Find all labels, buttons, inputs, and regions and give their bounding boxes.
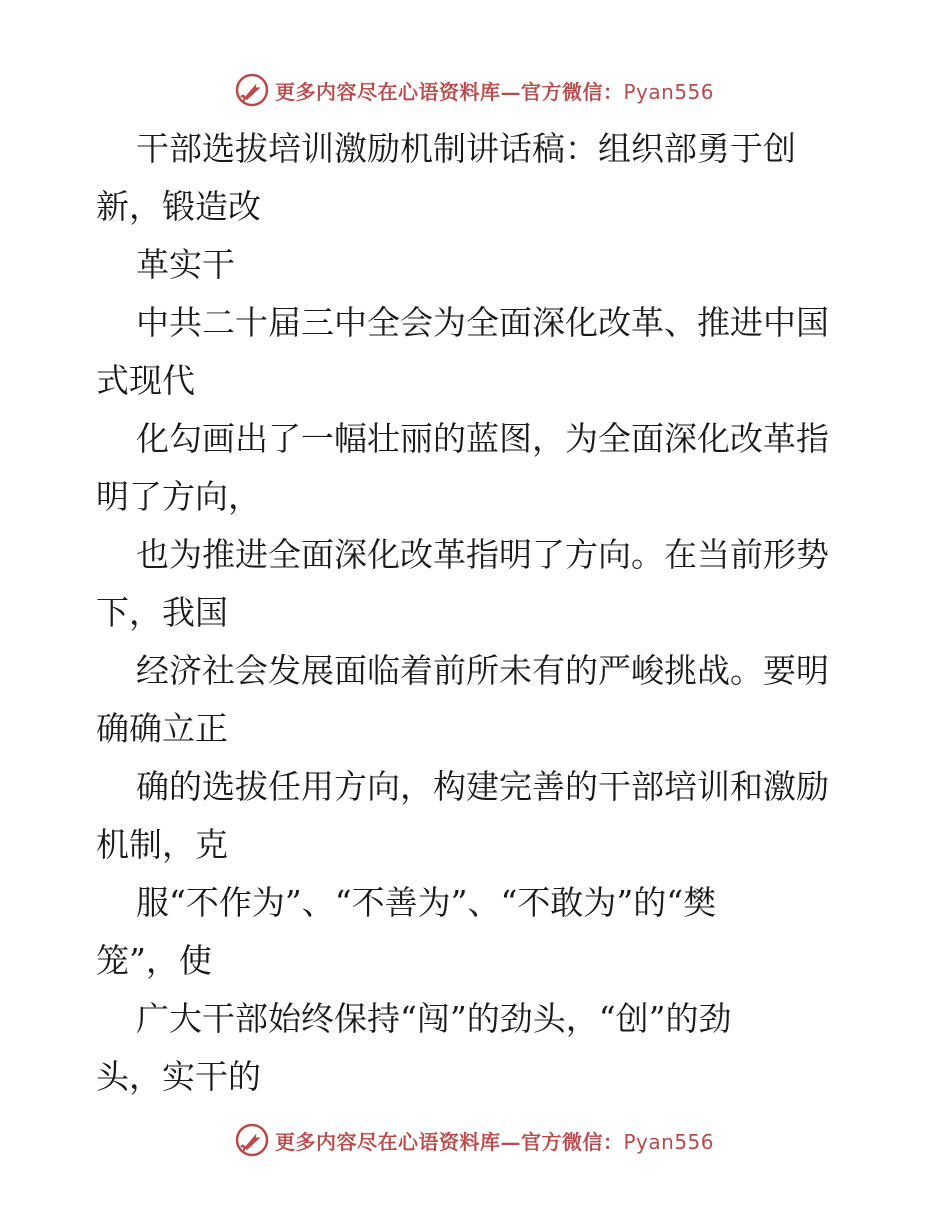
text-line: 式现代 — [96, 361, 195, 400]
watermark-text — [275, 76, 714, 105]
watermark-text-cn: 更多内容尽在心语资料库—官方微信： — [275, 1129, 624, 1154]
watermark-text-cn: 更多内容尽在心语资料库—官方微信： — [275, 79, 624, 104]
text-line: 广大干部始终保持“闯”的劲头，“创”的劲 — [136, 999, 732, 1038]
text-line: 机制，克 — [96, 825, 228, 864]
text-line: 确的选拔任用方向，构建完善的干部培训和激励 — [136, 767, 829, 806]
footer-watermark — [235, 1122, 715, 1158]
text-line: 干部选拔培训激励机制讲话稿：组织部勇于创 — [136, 129, 796, 168]
watermark-wechat-id: Pyan556 — [623, 79, 715, 104]
pen-nib-logo-icon — [235, 1123, 269, 1157]
text-line: 下，我国 — [96, 593, 228, 632]
text-line: 经济社会发展面临着前所未有的严峻挑战。要明 — [136, 651, 829, 690]
text-line: 中共二十届三中全会为全面深化改革、推进中国 — [136, 303, 829, 342]
watermark-wechat-id: Pyan556 — [623, 1129, 715, 1154]
document-body — [96, 120, 856, 1106]
text-line: 明了方向， — [96, 477, 261, 516]
pen-nib-logo-icon — [235, 73, 269, 107]
watermark-text — [275, 1126, 714, 1155]
text-line: 也为推进全面深化改革指明了方向。在当前形势 — [136, 535, 829, 574]
text-line: 服“不作为”、“不善为”、“不敢为”的“樊 — [136, 883, 717, 922]
text-line: 革实干 — [136, 245, 235, 284]
text-line: 笼”，使 — [96, 941, 212, 980]
text-line: 头，实干的 — [96, 1057, 261, 1096]
header-watermark — [235, 72, 715, 108]
text-line: 确确立正 — [96, 709, 228, 748]
text-line: 化勾画出了一幅壮丽的蓝图，为全面深化改革指 — [136, 419, 829, 458]
text-line: 新，锻造改 — [96, 187, 261, 226]
